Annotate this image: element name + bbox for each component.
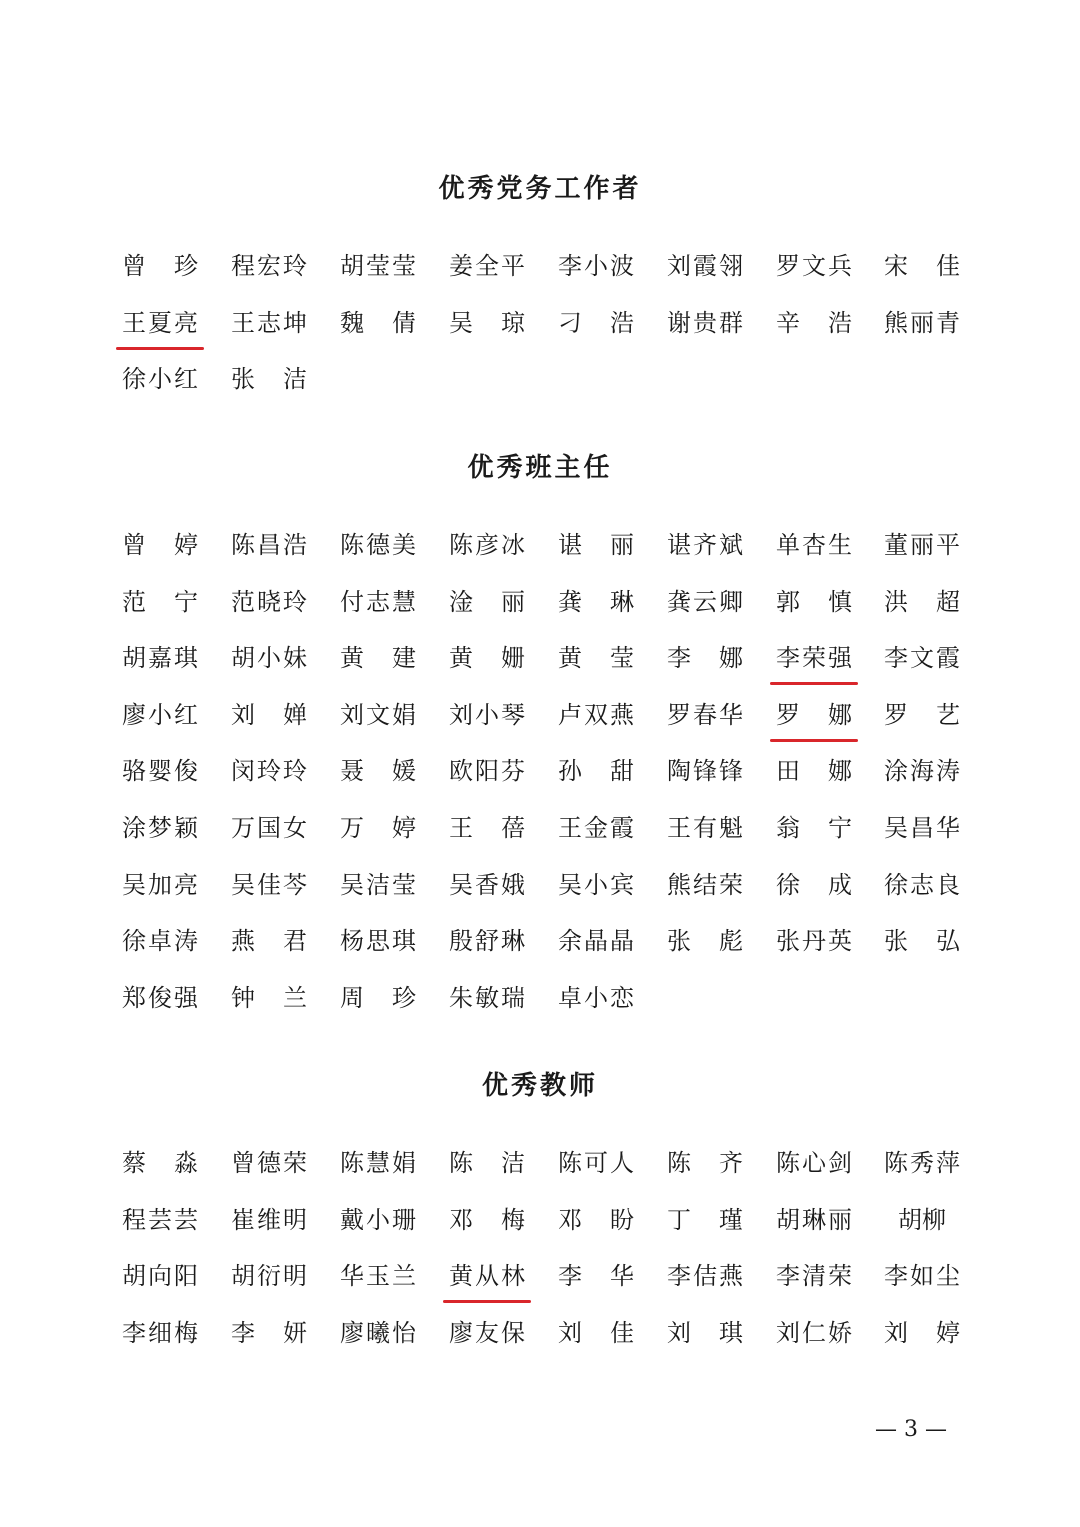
person-name: 董 丽 平	[884, 531, 960, 559]
person-name: 闵 玲 玲	[231, 757, 307, 786]
name-grid-head-teachers	[122, 530, 972, 1039]
person-name: 万 婷	[340, 813, 416, 842]
person-name: 陈 齐	[667, 1149, 743, 1177]
person-name: 涂 海 涛	[884, 757, 960, 786]
person-name: 燕 君	[231, 927, 307, 956]
name-row	[122, 756, 972, 813]
person-name: 谢 贵 群	[667, 308, 743, 337]
person-name: 张 弘	[884, 927, 960, 956]
person-name: 胡 衍 明	[231, 1262, 307, 1291]
name-row	[122, 587, 972, 644]
person-name: 刘 霞 翎	[667, 252, 743, 280]
person-name: 杨 思 琪	[340, 927, 416, 956]
person-name: 陈 洁	[449, 1149, 525, 1177]
person-name: 陈 心 剑	[776, 1149, 852, 1177]
person-name: 姜 全 平	[449, 252, 525, 280]
person-name: 陈 昌 浩	[231, 531, 307, 559]
name-row	[122, 983, 972, 1040]
person-name: 胡 小 妹	[231, 644, 307, 673]
person-name: 卢 双 燕	[558, 700, 634, 729]
red-underline	[770, 682, 858, 685]
section-title-head-teachers: 优秀班主任	[467, 453, 613, 483]
person-name: 洪 超	[884, 587, 960, 616]
person-name: 李 如 尘	[884, 1262, 960, 1291]
person-name: 徐 成	[776, 870, 852, 899]
name-row	[122, 870, 972, 927]
person-name: 戴 小 珊	[340, 1205, 416, 1234]
person-name: 曾 珍	[122, 252, 198, 280]
person-name: 卓 小 恋	[558, 983, 634, 1012]
person-name: 华 玉 兰	[340, 1262, 416, 1291]
person-name: 孙 甜	[558, 757, 634, 786]
section-title-teachers: 优秀教师	[481, 1071, 598, 1101]
person-name: 刘 小 琴	[449, 700, 525, 729]
person-name: 吴 加 亮	[122, 870, 198, 899]
person-name: 黄 建	[340, 644, 416, 673]
person-name: 廖 友 保	[449, 1318, 525, 1347]
name-grid-teachers	[122, 1148, 972, 1374]
red-underline	[116, 347, 204, 350]
person-name: 罗 文 兵	[776, 252, 852, 280]
person-name: 王 夏 亮	[122, 308, 198, 338]
person-name: 黄 从 林	[449, 1261, 525, 1291]
person-name: 宋 佳	[884, 252, 960, 280]
name-row	[122, 308, 972, 365]
person-name: 廖 小 红	[122, 700, 198, 729]
red-underline	[443, 1300, 531, 1303]
name-row	[122, 643, 972, 700]
name-row	[122, 251, 972, 308]
person-name: 程 芸 芸	[122, 1205, 198, 1234]
name-row	[122, 700, 972, 757]
person-name: 王 有 魁	[667, 813, 743, 842]
person-name: 刘 婵	[231, 700, 307, 729]
person-name: 李 文 霞	[884, 644, 960, 673]
person-name: 刘 佳	[558, 1318, 634, 1347]
name-grid-party-workers	[122, 251, 972, 421]
person-name: 龚 琳	[558, 587, 634, 616]
person-name: 辛 浩	[776, 308, 852, 337]
person-name: 徐 卓 涛	[122, 927, 198, 956]
person-name: 陈 彦 冰	[449, 531, 525, 559]
person-name: 黄 莹	[558, 644, 634, 673]
person-name: 谌 齐 斌	[667, 531, 743, 559]
person-name: 黄 姗	[449, 644, 525, 673]
name-row	[122, 1205, 972, 1262]
person-name: 单 杏 生	[776, 531, 852, 559]
person-name: 魏 倩	[340, 308, 416, 337]
person-name: 吴 佳 芩	[231, 870, 307, 899]
person-name: 殷 舒 琳	[449, 927, 525, 956]
person-name: 王 志 坤	[231, 308, 307, 337]
person-name: 胡 嘉 琪	[122, 644, 198, 673]
name-row	[122, 926, 972, 983]
person-name: 陶 锋 锋	[667, 757, 743, 786]
person-name: 王 金 霞	[558, 813, 634, 842]
person-name: 丁 瑾	[667, 1205, 743, 1234]
person-name: 胡 琳 丽	[776, 1205, 852, 1234]
person-name: 范 宁	[122, 587, 198, 616]
person-name: 李 华	[558, 1262, 634, 1291]
person-name: 曾 德 荣	[231, 1149, 307, 1177]
page-number: — 3 —	[875, 1417, 947, 1442]
person-name: 陈 秀 萍	[884, 1149, 960, 1177]
person-name: 吴 香 娥	[449, 870, 525, 899]
person-name: 罗 艺	[884, 700, 960, 729]
name-row	[122, 1148, 972, 1205]
person-name: 徐 志 良	[884, 870, 960, 899]
person-name: 淦 丽	[449, 587, 525, 616]
person-name: 吴 琼	[449, 308, 525, 337]
person-name: 陈 可 人	[558, 1149, 634, 1177]
name-row	[122, 813, 972, 870]
person-name: 崔 维 明	[231, 1205, 307, 1234]
person-name: 胡 柳	[898, 1205, 946, 1234]
person-name: 刘 仁 娇	[776, 1318, 852, 1347]
person-name: 曾 婷	[122, 531, 198, 559]
person-name: 罗 春 华	[667, 700, 743, 729]
person-name: 郭 慎	[776, 587, 852, 616]
person-name: 邓 梅	[449, 1205, 525, 1234]
person-name: 熊 丽 青	[884, 308, 960, 337]
name-row	[122, 530, 972, 587]
name-row	[122, 1261, 972, 1318]
person-name: 吴 昌 华	[884, 813, 960, 842]
person-name: 周 珍	[340, 983, 416, 1012]
person-name: 朱 敏 瑞	[449, 983, 525, 1012]
red-underline	[770, 739, 858, 742]
person-name: 李 细 梅	[122, 1318, 198, 1347]
name-row	[122, 364, 972, 421]
person-name: 廖 曦 怡	[340, 1318, 416, 1347]
person-name: 李 荣 强	[776, 643, 852, 673]
person-name: 聂 媛	[340, 757, 416, 786]
person-name: 李 娜	[667, 644, 743, 673]
person-name: 陈 慧 娟	[340, 1149, 416, 1177]
person-name: 余 晶 晶	[558, 927, 634, 956]
person-name: 徐 小 红	[122, 365, 198, 394]
person-name: 骆 婴 俊	[122, 757, 198, 786]
person-name: 涂 梦 颖	[122, 813, 198, 842]
person-name: 胡 向 阳	[122, 1262, 198, 1291]
person-name: 张 洁	[231, 365, 307, 394]
person-name: 翁 宁	[776, 813, 852, 842]
person-name: 钟 兰	[231, 983, 307, 1012]
person-name: 熊 结 荣	[667, 870, 743, 899]
person-name: 付 志 慧	[340, 587, 416, 616]
person-name: 刘 文 娟	[340, 700, 416, 729]
person-name: 刘 琪	[667, 1318, 743, 1347]
person-name: 李 佶 燕	[667, 1262, 743, 1291]
person-name: 蔡 淼	[122, 1149, 198, 1177]
person-name: 胡 莹 莹	[340, 252, 416, 280]
person-name: 张 丹 英	[776, 927, 852, 956]
person-name: 陈 德 美	[340, 531, 416, 559]
person-name: 刘 婷	[884, 1318, 960, 1347]
person-name: 程 宏 玲	[231, 252, 307, 280]
person-name: 李 妍	[231, 1318, 307, 1347]
section-title-party-workers: 优秀党务工作者	[438, 174, 642, 204]
person-name: 王 蓓	[449, 813, 525, 842]
person-name: 李 清 荣	[776, 1262, 852, 1291]
person-name: 范 晓 玲	[231, 587, 307, 616]
person-name: 刁 浩	[558, 308, 634, 337]
person-name: 罗 娜	[776, 700, 852, 730]
person-name: 吴 小 宾	[558, 870, 634, 899]
person-name: 邓 盼	[558, 1205, 634, 1234]
name-row	[122, 1318, 972, 1375]
person-name: 田 娜	[776, 757, 852, 786]
person-name: 郑 俊 强	[122, 983, 198, 1012]
person-name: 万 国 女	[231, 813, 307, 842]
person-name: 欧 阳 芬	[449, 757, 525, 786]
person-name: 李 小 波	[558, 252, 634, 280]
person-name: 谌 丽	[558, 531, 634, 559]
person-name: 龚 云 卿	[667, 587, 743, 616]
person-name: 吴 洁 莹	[340, 870, 416, 899]
person-name: 张 彪	[667, 927, 743, 956]
